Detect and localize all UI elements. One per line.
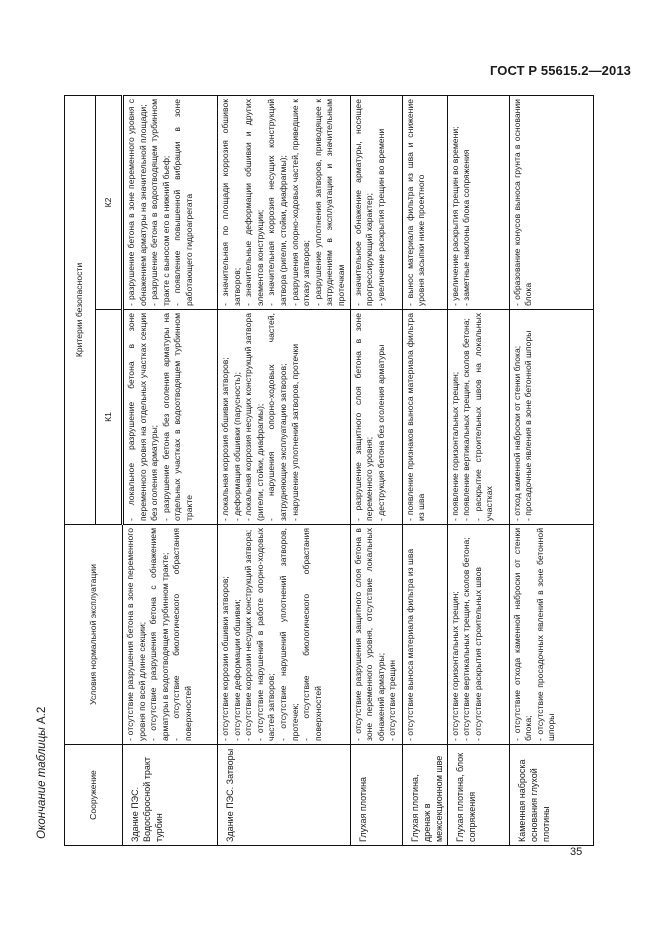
cell-k1 xyxy=(123,310,218,525)
cell-k1 xyxy=(447,310,509,525)
criteria-item: - локальное разрушение бетона в зоне переменного уровня на отдельных участках секции без оголения арматуры; xyxy=(126,313,160,521)
header-structure: Сооружение xyxy=(65,745,123,846)
criteria-item: - образование конусов выноса грунта в основании блока xyxy=(511,99,534,306)
criteria-item: - отсутствие коррозии несущих конструкций затвора; xyxy=(243,529,254,741)
criteria-item: - увеличение раскрытия трещин во времени xyxy=(375,128,386,306)
safety-criteria-table xyxy=(64,95,594,846)
cell-k2 xyxy=(402,96,447,310)
criteria-item: - значительное обнажение арматуры, носящее прогрессирующий характер; xyxy=(352,99,375,306)
document-standard-header: ГОСТ Р 55615.2—2013 xyxy=(489,63,631,78)
cell-k2 xyxy=(350,96,402,310)
table-row xyxy=(123,96,218,846)
criteria-item: - отсутствие горизонтальных трещин; xyxy=(449,591,460,741)
criteria-item: - вынос материала фильтра из шва и снижение уровня засыпки ниже проектного xyxy=(404,99,427,306)
criteria-item: - раскрытие строительных швов на локальных участках xyxy=(472,313,495,521)
criteria-item: - разрушение уплотнения затворов, приводящее к затруднениям в эксплуатации и значительным протечкам xyxy=(312,99,346,306)
table-row xyxy=(350,96,402,846)
criteria-item: - отсутствие биологического обрастания поверхностей xyxy=(301,528,323,741)
cell-k1 xyxy=(509,310,593,525)
cell-k1 xyxy=(218,310,351,525)
criteria-item: - отсутствие разрушения защитного слоя бетона в зоне переменного уровня, отсутствие локальных обнажений арматуры; xyxy=(352,528,386,741)
criteria-item: - отсутствие нарушений уплотнений затворов, протечек; xyxy=(277,528,300,741)
cell-structure: Каменная наброска основания глухой плотины xyxy=(509,745,593,846)
header-k2: К2 xyxy=(96,96,123,310)
criteria-item: - появление признаков выноса материала фильтра из шва xyxy=(404,313,427,521)
criteria-item: - отсутствие разрушения бетона в зоне переменного уровня по всей длине секции; xyxy=(125,528,147,741)
criteria-item: - деформация обшивки (парусность); xyxy=(231,372,242,521)
criteria-item: - значительная коррозия несущих конструкций затвора (ригели, стойки, диафрагмы); xyxy=(266,99,288,306)
cell-k2 xyxy=(447,96,509,310)
criteria-item: - отсутствие биологического обрастания поверхностей xyxy=(171,528,193,741)
criteria-item: - разрушение бетона без оголения арматуры на отдельных участках в водоотводящем турбинном тракте xyxy=(160,313,194,521)
cell-structure: Здание ПЭС. Затворы xyxy=(218,745,351,846)
page-number: 35 xyxy=(570,846,583,858)
criteria-item: - значительная по площади коррозия обшивок затворов; xyxy=(220,99,242,306)
criteria-item: - локальная коррозия несущих конструкций затвора (ригели, стойки, диафрагмы); xyxy=(243,313,265,521)
criteria-item: - заметные наклоны блока сопряжения xyxy=(461,149,472,306)
criteria-item: - разрушение бетона в зоне переменного уровня с обнажением арматуры на значительной площади; xyxy=(126,99,148,306)
criteria-item: - отсутствие трещин xyxy=(387,660,398,741)
caption-number: А.2 xyxy=(36,706,48,725)
table-row xyxy=(447,96,509,846)
criteria-item: - отход каменной наброски от стенки блока; xyxy=(511,345,522,521)
criteria-item: - отсутствие выноса материала фильтра из шва xyxy=(404,548,415,741)
criteria-item: - отсутствие раскрытия строительных швов xyxy=(472,567,483,741)
cell-structure: Глухая плотина, дренаж в межсекционном шве xyxy=(402,745,447,846)
cell-k1 xyxy=(402,310,447,525)
cell-normal xyxy=(218,525,351,745)
header-k1: К1 xyxy=(96,310,123,525)
caption-prefix: Окончание таблицы xyxy=(36,727,48,839)
cell-structure: Глухая плотина xyxy=(350,745,402,846)
criteria-item: - разрушение защитного слоя бетона в зоне переменного уровня; xyxy=(352,313,375,521)
cell-k1 xyxy=(350,310,402,525)
header-safety-criteria: Критерии безопасности xyxy=(65,96,96,525)
table-row xyxy=(402,96,447,846)
table-row xyxy=(509,96,593,846)
criteria-item: - нарушения опорно-ходовых частей, затрудняющие эксплуатацию затворов; xyxy=(266,313,288,521)
criteria-item: - разрушения опорно-ходовых частей, приведшие к отказу затворов; xyxy=(289,99,312,306)
table-body xyxy=(123,96,594,846)
cell-k2 xyxy=(509,96,593,310)
criteria-item: - просадочные явления в зоне бетонной шпоры xyxy=(523,330,534,521)
criteria-item: - отсутствие нарушений в работе опорно-ходовых частей затворов; xyxy=(254,528,277,741)
header-normal-conditions: Условия нормальной эксплуатации xyxy=(65,525,123,745)
criteria-item: - отсутствие коррозии обшивки затворов; xyxy=(220,576,230,741)
cell-k2 xyxy=(123,96,218,310)
criteria-item: - разрушение бетона в водоотводящем турбинном тракте с выносом его в нижний бьеф; xyxy=(149,99,171,306)
criteria-item: - отсутствие деформации обшивки; xyxy=(231,599,242,741)
criteria-item: - отсутствие отхода каменной наброски от стенки блока; xyxy=(511,528,534,741)
criteria-item: - увеличение раскрытия трещин во времени; xyxy=(449,126,460,306)
criteria-item: - появление вертикальных трещин, сколов бетона; xyxy=(461,318,472,521)
cell-normal xyxy=(447,525,509,745)
criteria-item: - нарушение уплотнений затворов, протечки xyxy=(289,344,300,521)
cell-structure: Глухая плотина, блок сопряжения xyxy=(447,745,509,846)
cell-structure: Здание ПЭС. Водосбросной тракт турбин xyxy=(123,745,218,846)
criteria-item: - отсутствие вертикальных трещин, сколов бетона; xyxy=(461,537,472,741)
cell-normal xyxy=(123,525,218,745)
criteria-item: - отсутствие разрушения бетона с обнажением арматуры в водоотводящем турбинном тракте; xyxy=(148,528,170,741)
criteria-item: - отсутствие просадочных явлений в зоне бетонной шпоры xyxy=(534,528,557,741)
table-caption xyxy=(36,707,48,839)
cell-normal xyxy=(509,525,593,745)
criteria-item: - значительные деформации обшивки и других элементов конструкции; xyxy=(243,99,265,306)
criteria-item: - появление горизонтальных трещин; xyxy=(449,371,460,521)
cell-normal xyxy=(350,525,402,745)
cell-k2 xyxy=(218,96,351,310)
criteria-item: - деструкция бетона без оголения арматуры xyxy=(375,344,386,521)
criteria-item: - появление повышенной вибрации в зоне работающего гидроагрегата xyxy=(172,99,194,306)
table-row xyxy=(218,96,351,846)
criteria-item: - локальная коррозия обшивки затворов; xyxy=(220,357,230,521)
cell-normal xyxy=(402,525,447,745)
